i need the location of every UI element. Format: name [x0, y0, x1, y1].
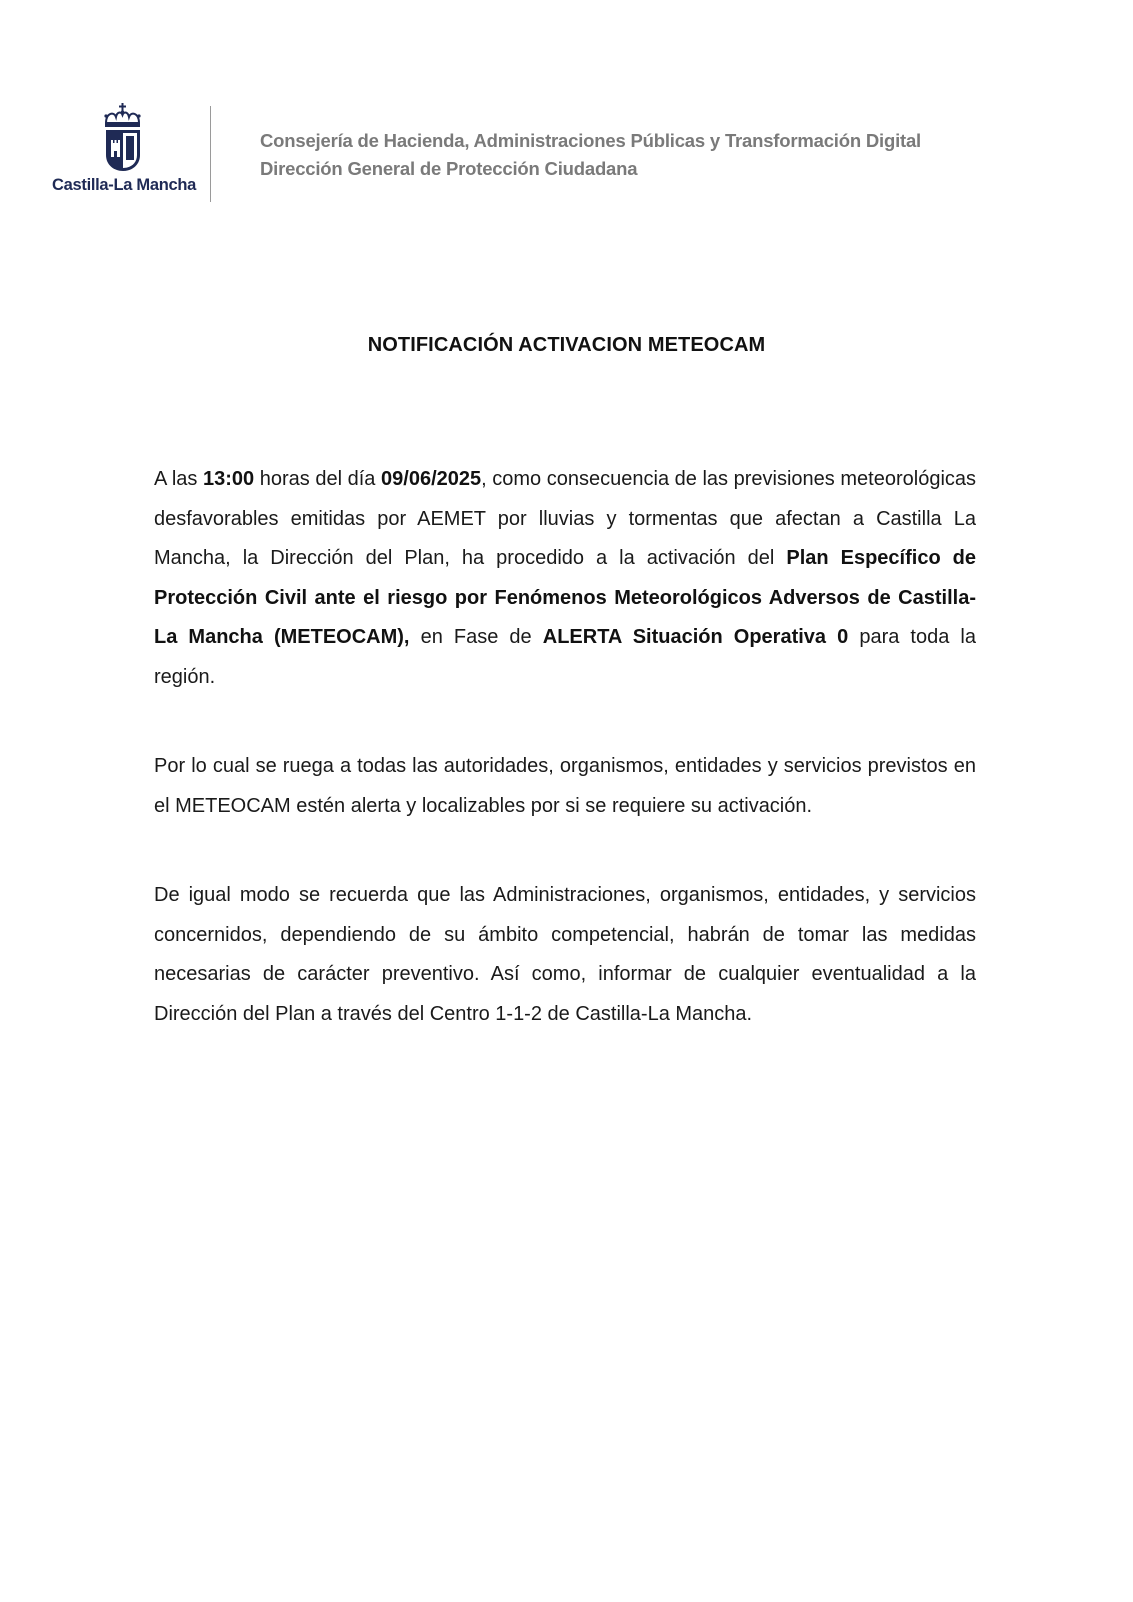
paragraph-activation	[154, 460, 976, 697]
document-title: NOTIFICACIÓN ACTIVACION METEOCAM	[367, 334, 766, 356]
activation-time: 13:00	[202, 468, 255, 490]
paragraph-request: Por lo cual se ruega a todas las autoridades, organismos, entidades y servicios previstos en el METEOCAM estén alerta y localizables por si se requiere su activación.	[154, 755, 976, 817]
text-run: horas del día	[254, 468, 382, 490]
directorate-name: Dirección General de Protección Ciudadana	[260, 158, 638, 179]
text-run: A las	[154, 468, 203, 490]
text-run: , como consecuencia de las previsiones meteorológicas desfavorables emitidas por AEMET por lluvias y tormentas que afectan a Castilla La Mancha, la Dirección del Plan, ha procedido a la activación del	[154, 468, 977, 569]
letterhead	[52, 103, 952, 203]
document-body	[154, 460, 976, 1084]
department-name: Consejería de Hacienda, Administraciones Públicas y Transformación Digital	[260, 130, 922, 151]
logo	[52, 103, 197, 201]
text-run: para toda la región.	[154, 626, 976, 688]
header-divider	[210, 106, 211, 202]
department-block	[260, 127, 921, 183]
paragraph-reminder: De igual modo se recuerda que las Administraciones, organismos, entidades, y servicios concernidos, dependiendo de su ámbito competencial, habrán de tomar las medidas necesarias de carácter preventivo. Así como, informar de cualquier eventualidad a la Dirección del Plan a través del Centro 1-1-2 de Castilla-La Mancha.	[154, 884, 976, 1025]
plan-name: Plan Específico de Protección Civil ante el riesgo por Fenómenos Meteorológicos Adversos de Castilla-La Mancha (METEOCAM),	[154, 547, 977, 648]
logo-text: Castilla-La Mancha	[52, 176, 197, 194]
activation-date: 09/06/2025	[381, 468, 482, 490]
castilla-la-mancha-coat-of-arms-icon	[102, 103, 144, 175]
text-run: en Fase de	[409, 626, 543, 648]
alert-phase: ALERTA Situación Operativa 0	[542, 626, 849, 648]
